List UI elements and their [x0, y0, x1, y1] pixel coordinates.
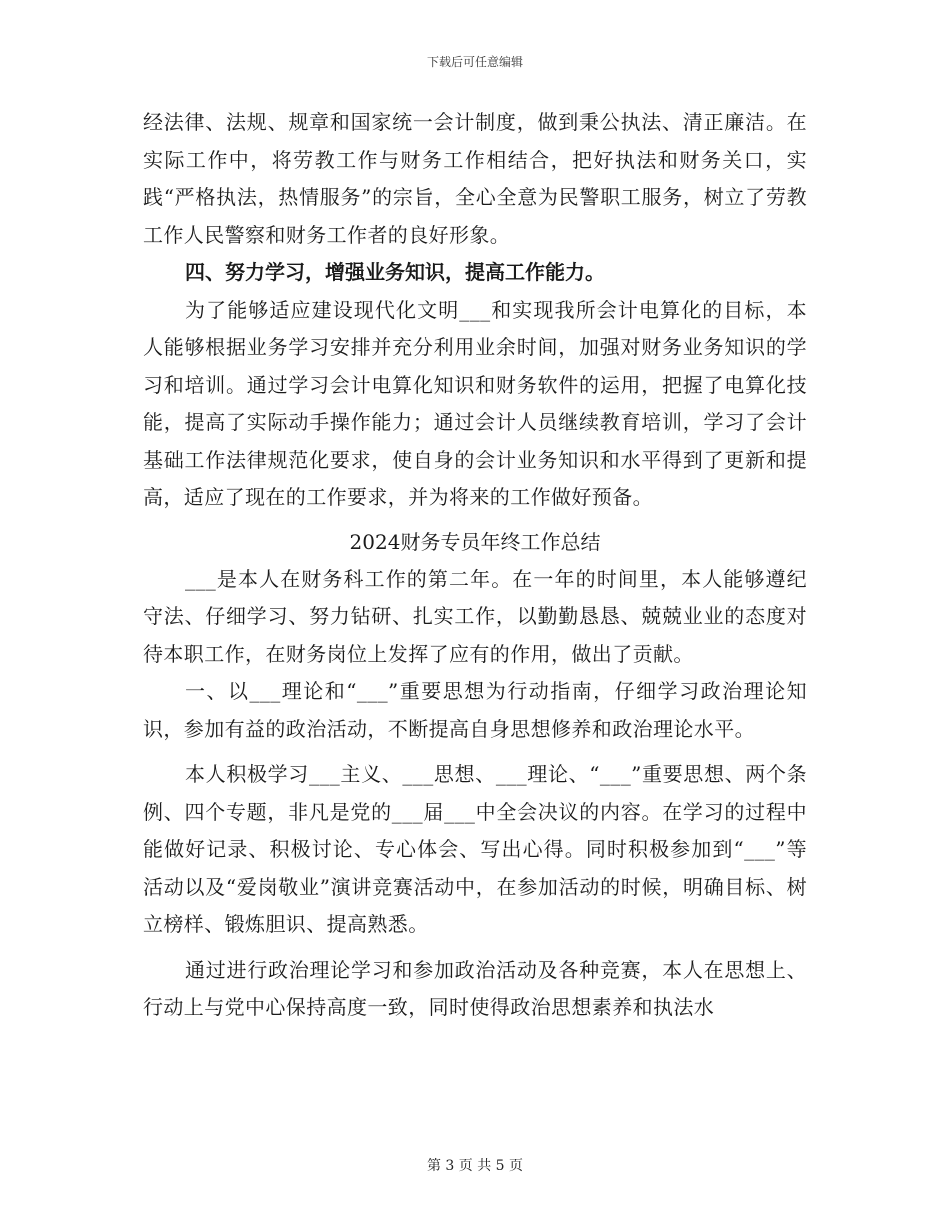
document-title: 2024财务专员年终工作总结	[349, 529, 601, 554]
paragraph-intro: ___是本人在财务科工作的第二年。在一年的时间里，本人能够遵纪守法、仔细学习、努力钻研、扎实工作，以勤勤恳恳、兢兢业业的态度对待本职工作，在财务岗位上发挥了应有的作用，做出了贡献。	[143, 566, 807, 666]
page-number: 第 3 页 共 5 页	[426, 1158, 524, 1174]
document-body	[143, 104, 807, 1027]
section-heading-one: 一、以___理论和“___”重要思想为行动指南，仔细学习政治理论知识，参加有益的政治活动，不断提高自身思想修养和政治理论水平。	[143, 679, 807, 741]
page-header: 下载后可任意编辑	[426, 55, 523, 69]
paragraph-continuation: 经法律、法规、规章和国家统一会计制度，做到秉公执法、清正廉洁。在实际工作中，将劳教工作与财务工作相结合，把好执法和财务关口，实践“严格执法，热情服务”的宗旨，全心全意为民警职工服务，树立了劳教工作人民警察和财务工作者的良好形象。	[143, 110, 807, 247]
paragraph-result: 通过进行政治理论学习和参加政治活动及各种竞赛，本人在思想上、行动上与党中心保持高度一致，同时使得政治思想素养和执法水	[143, 957, 807, 1019]
paragraph-learning: 本人积极学习___主义、___思想、___理论、“___”重要思想、两个条例、四个专题，非凡是党的___届___中全会决议的内容。在学习的过程中能做好记录、积极讨论、专心体会、写出心得。同时积极参加到“___”等活动以及“爱岗敬业”演讲竞赛活动中，在参加活动的时候，明确目标、树立榜样、锻炼胆识、提高熟悉。	[143, 762, 807, 936]
section-heading-four: 四、努力学习，增强业务知识，提高工作能力。	[185, 260, 605, 284]
paragraph-study: 为了能够适应建设现代化文明___和实现我所会计电算化的目标，本人能够根据业务学习安排并充分利用业余时间，加强对财务业务知识的学习和培训。通过学习会计电算化知识和财务软件的运用，把握了电算化技能，提高了实际动手操作能力；通过会计人员继续教育培训，学习了会计基础工作法律规范化要求，使自身的会计业务知识和水平得到了更新和提高，适应了现在的工作要求，并为将来的工作做好预备。	[143, 297, 807, 509]
